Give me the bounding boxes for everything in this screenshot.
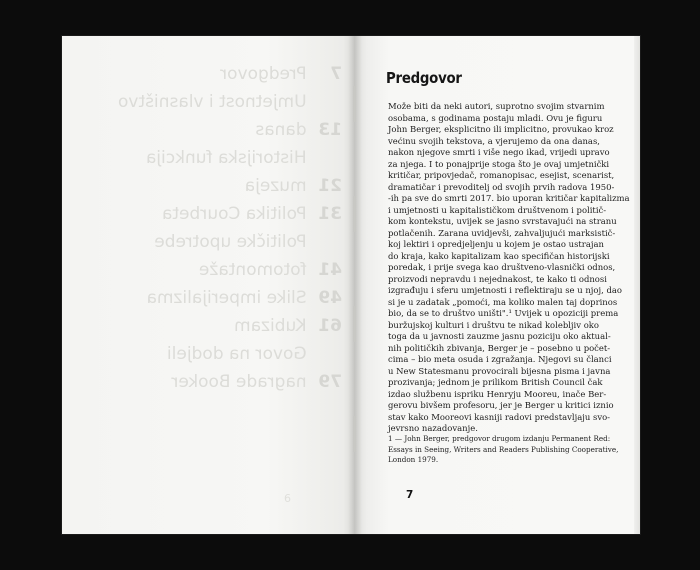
- body-text: [388, 101, 632, 435]
- ghost-line: Političke upotrebe: [154, 232, 307, 252]
- ghost-line: 7 Predgovor: [220, 64, 342, 84]
- text-line: za njega. I to ponajprije stoga što je ovaj umjetnički: [388, 158, 610, 169]
- text-line: u New Statesmanu provocirali bijesna pisma i javna: [388, 365, 611, 376]
- text-line: izdao službenu ispriku Henryju Mooreu, inače Ber-: [388, 388, 607, 399]
- text-line: toga da u javnosti zauzme jasnu poziciju oko aktual-: [388, 331, 611, 341]
- text-line: buržujskoj kulturi i društvu te nikad kolebljiv oko: [388, 319, 599, 330]
- ghost-line: Historijska funkcija: [145, 148, 307, 168]
- ghost-line: 49 Slike imperijalizma: [146, 288, 342, 308]
- text-line: stav kako Mooreovi kasniji radovi predstavljaju svo-: [388, 411, 611, 422]
- ghost-line: 21 muzeja: [244, 176, 342, 196]
- ghost-line: Govor na dodjeli: [166, 344, 307, 364]
- ghost-line: 13 danas: [255, 120, 342, 140]
- ghost-line: 41 fotomontaže: [198, 260, 342, 280]
- text-line: do kraja, kako kapitalizam kao specifičan historijski: [388, 250, 610, 261]
- text-line: izgrađuju i sferu umjetnosti i reflektiraju se u njoj, dao: [388, 285, 622, 295]
- chapter-title: Predgovor: [386, 69, 462, 87]
- text-line: prozivanja; jednom je prilikom British Council čak: [388, 377, 603, 387]
- ghost-line: Umjetnost i vlasništvo: [117, 92, 307, 112]
- left-page: [62, 36, 355, 534]
- binding-stitch: [353, 196, 356, 232]
- text-line: i umjetnosti u kapitalističkom društvenom i politič-: [388, 204, 607, 215]
- text-line: kritičar, pripovjedač, romanopisac, esejist, scenarist,: [388, 170, 615, 180]
- text-line: poredak, i prije svega kao društveno-vlasnički odnos,: [388, 262, 616, 272]
- footnote-line: London 1979.: [388, 455, 439, 465]
- text-line: potlačenih. Zarana uvidjevši, zahvaljujući marksistič-: [388, 227, 616, 238]
- show-through-contents: [102, 60, 342, 396]
- text-line: -ih pa sve do smrti 2017. bio uporan kritičar kapitalizma: [388, 193, 630, 203]
- text-line: si je u zadatak „pomoći, ma koliko malen taj doprinos: [388, 296, 618, 307]
- text-line: dramatičar i prevoditelj od svojih prvih radova 1950-: [388, 181, 615, 192]
- footnote: [388, 434, 632, 466]
- text-line: bio, da se to društvo uništi".¹ Uvijek u opoziciji prema: [388, 308, 619, 318]
- binding-stitch: [353, 416, 356, 452]
- open-book: [62, 36, 640, 534]
- ghost-line: 31 Politika Courbeta: [161, 204, 342, 224]
- ghost-line: 61 Kubizam: [234, 316, 342, 336]
- text-line: jevrsno nazadovanje.: [388, 423, 478, 433]
- text-line: nih političkih zbivanja, Berger je – posebno u počet-: [388, 342, 611, 353]
- text-line: Može biti da neki autori, suprotno svojim stvarnim: [388, 101, 605, 111]
- right-page-number: 7: [406, 489, 414, 501]
- text-line: John Berger, eksplicitno ili implicitno, provukao kroz: [388, 124, 614, 134]
- footnote-line: 1 — John Berger, predgovor drugom izdanju Permanent Red:: [388, 434, 611, 443]
- left-page-number: 6: [284, 492, 291, 505]
- text-line: gerovu bivšem profesoru, jer je Berger u kritici iznio: [388, 400, 614, 410]
- binding-stitch: [353, 306, 356, 342]
- binding-stitch: [353, 86, 356, 122]
- footnote-line: Essays in Seeing, Writers and Readers Publishing Cooperative,: [388, 444, 619, 454]
- text-line: većinu svojih tekstova, a vjerujemo da ona danas,: [388, 135, 600, 146]
- text-line: proizvodi nepravdu i nejednakost, te kako ti odnosi: [388, 273, 607, 284]
- text-line: koj lektiri i opredjeljenju u kojem je ostao ustrajan: [388, 239, 604, 249]
- text-line: nakon njegove smrti i više nego ikad, vrijedi upravo: [388, 147, 610, 157]
- text-line: kom kontekstu, uvijek se jasno svrstavajući na stranu: [388, 216, 617, 226]
- text-line: osobama, s godinama postaju mladi. Ovu je figuru: [388, 112, 603, 123]
- right-page: [355, 36, 640, 534]
- ghost-line: 79 nagrade Booker: [171, 372, 342, 392]
- text-line: cima – bio meta osuda i zgražanja. Njegovi su članci: [388, 354, 612, 364]
